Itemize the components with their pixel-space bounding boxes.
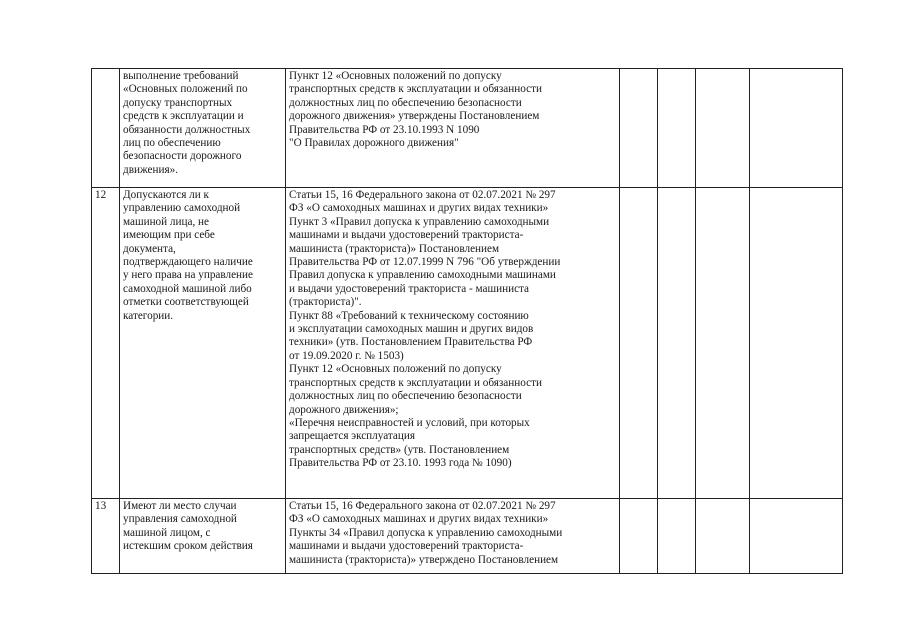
reference-line: от 19.09.2020 г. № 1503): [289, 349, 404, 362]
yes-cell: [620, 188, 658, 499]
question-cell: [120, 499, 286, 574]
question-line: допуску транспортных: [123, 96, 233, 109]
reference-line: Статьи 15, 16 Федерального закона от 02.07.2021 № 297: [289, 189, 556, 201]
checklist-table: [91, 68, 843, 574]
reference-line: (тракториста)".: [289, 296, 362, 309]
reference-line: Правительства РФ от 23.10.1993 N 1090: [289, 123, 480, 136]
reference-line: транспортных средств» (утв. Постановлением: [289, 443, 510, 456]
reference-line: должностных лиц по обеспечению безопасности: [289, 390, 522, 403]
table-row: [92, 499, 843, 574]
question-line: подтверждающего наличие: [123, 256, 253, 269]
question-line: имеющим при себе: [123, 229, 215, 242]
reference-line: техники» (утв. Постановлением Правительства РФ: [289, 336, 533, 349]
reference-line: дорожного движения»;: [289, 403, 399, 416]
reference-line: Пункты 34 «Правил допуска к управлению самоходными: [289, 526, 563, 539]
row-number: 12: [92, 188, 120, 499]
note-cell: [750, 69, 843, 188]
question-line: документа,: [123, 242, 176, 255]
table-row: [92, 188, 843, 499]
not-applicable-cell: [696, 69, 750, 188]
question-line: Допускаются ли к: [123, 189, 209, 201]
question-line: категории.: [123, 309, 174, 322]
yes-cell: [620, 499, 658, 574]
reference-line: ФЗ «О самоходных машинах и других видах техники»: [289, 202, 549, 215]
reference-line: Правил допуска к управлению самоходными машинами: [289, 269, 556, 282]
reference-line: Пункт 88 «Требований к техническому состоянию: [289, 309, 529, 322]
question-line: машиной лица, не: [123, 215, 210, 228]
table-row: [92, 69, 843, 188]
reference-line: «Перечня неисправностей и условий, при которых: [289, 416, 530, 429]
no-cell: [658, 499, 696, 574]
no-cell: [658, 188, 696, 499]
reference-line: машинами и выдачи удостоверений тракториста-: [289, 540, 524, 553]
question-line: безопасности дорожного: [123, 150, 242, 163]
reference-line: Пункт 3 «Правил допуска к управлению самоходными: [289, 215, 550, 228]
question-line: машиной лицом, с: [123, 526, 211, 539]
question-line: управления самоходной: [123, 513, 237, 526]
question-line: обязанности должностных: [123, 123, 251, 136]
row-number: [92, 69, 120, 188]
reference-line: Пункт 12 «Основных положений по допуску: [289, 363, 502, 376]
reference-line: машиниста (тракториста)» утверждено Постановлением: [289, 553, 559, 566]
question-line: «Основных положений по: [123, 83, 248, 96]
question-line: средств к эксплуатации и: [123, 110, 244, 123]
reference-line: транспортных средств к эксплуатации и обязанности: [289, 83, 542, 96]
question-line: управлению самоходной: [123, 202, 241, 215]
reference-line: Правительства РФ от 12.07.1999 N 796 "Об утверждении: [289, 256, 561, 269]
no-cell: [658, 69, 696, 188]
reference-line: дорожного движения» утверждены Постановлением: [289, 110, 540, 123]
reference-cell: [286, 499, 620, 574]
note-cell: [750, 499, 843, 574]
question-line: истекшим сроком действия: [123, 540, 253, 553]
question-line: Имеют ли место случаи: [123, 500, 237, 512]
question-line: у него права на управление: [123, 269, 253, 282]
question-line: движения».: [123, 163, 179, 176]
reference-line: и эксплуатации самоходных машин и других видов: [289, 323, 534, 336]
not-applicable-cell: [696, 188, 750, 499]
question-cell: [120, 69, 286, 188]
reference-line: Пункт 12 «Основных положений по допуску: [289, 70, 502, 82]
reference-line: запрещается эксплуатация: [289, 430, 415, 443]
reference-cell: [286, 188, 620, 499]
reference-line: должностных лиц по обеспечению безопасности: [289, 96, 522, 109]
reference-line: Правительства РФ от 23.10. 1993 года № 1090): [289, 457, 512, 470]
reference-line: машинами и выдачи удостоверений тракториста-: [289, 229, 524, 242]
row-number: 13: [92, 499, 120, 574]
question-line: отметки соответствующей: [123, 296, 249, 309]
reference-cell: [286, 69, 620, 188]
reference-line: ФЗ «О самоходных машинах и других видах техники»: [289, 513, 549, 526]
question-line: лиц по обеспечению: [123, 137, 221, 150]
note-cell: [750, 188, 843, 499]
question-line: самоходной машиной либо: [123, 282, 252, 295]
not-applicable-cell: [696, 499, 750, 574]
reference-line: и выдачи удостоверений тракториста - машиниста: [289, 282, 530, 295]
question-cell: [120, 188, 286, 499]
reference-line: машиниста (тракториста)» Постановлением: [289, 242, 500, 255]
reference-line: Статьи 15, 16 Федерального закона от 02.07.2021 № 297: [289, 500, 556, 512]
reference-line: транспортных средств к эксплуатации и обязанности: [289, 376, 542, 389]
yes-cell: [620, 69, 658, 188]
question-line: выполнение требований: [123, 70, 239, 82]
reference-line: "О Правилах дорожного движения": [289, 137, 459, 150]
